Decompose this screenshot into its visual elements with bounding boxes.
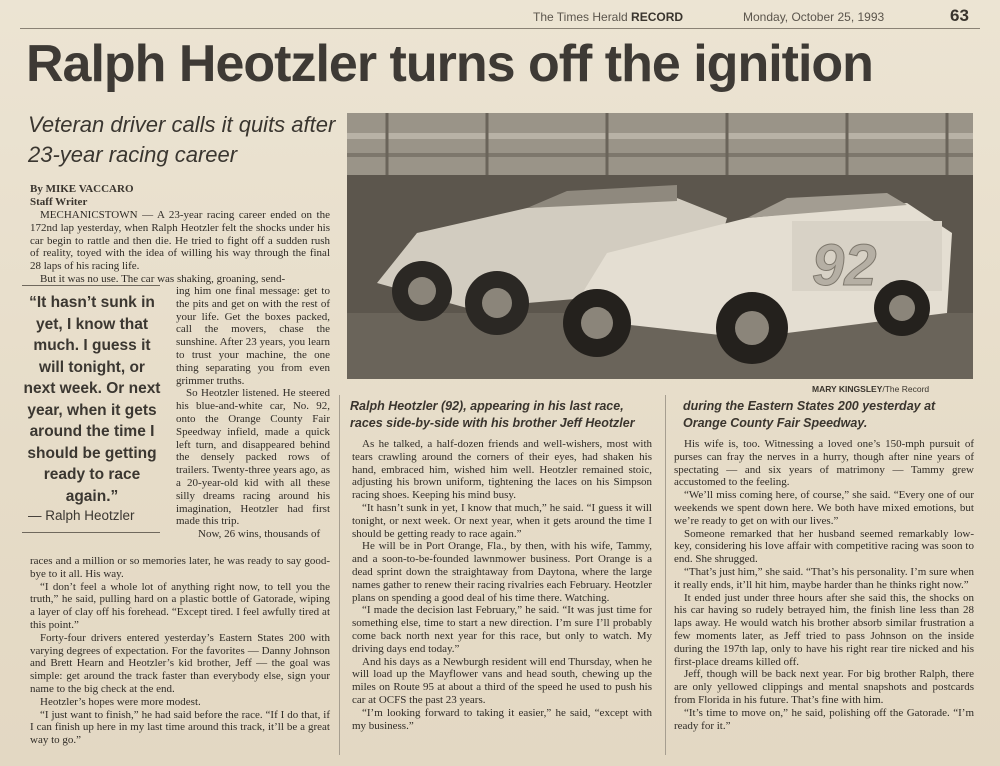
newspaper-name: The Times Herald RECORD — [533, 10, 684, 24]
photo-caption-right: during the Eastern States 200 yesterday at Orange County Fair Speedway. — [683, 399, 936, 430]
issue-date: Monday, October 25, 1993 — [743, 10, 885, 24]
paragraph: Someone remarked that her husband seemed remarkably low-key, considering his love affair with competitive racing was soon to end. She shrugged. — [674, 527, 974, 566]
paragraph: Forty-four drivers entered yesterday’s Eastern States 200 with varying degrees of expectation. For the favorites — Danny Johnson and Brett Hearn and Heotzler’s kid brother, Jeff — the goal was simple: get around the track faster than everybody else, sign your name to the big check at the end. — [30, 631, 330, 695]
pull-quote-rule-top — [22, 285, 160, 286]
paragraph: “I just want to finish,” he had said before the race. “If I do that, if I can finish up here in my last time around this track, it’ll be a great way to go.” — [30, 708, 330, 747]
headline: Ralph Heotzler turns off the ignition — [26, 35, 873, 93]
paragraph: And his days as a Newburgh resident will end Thursday, when he will load up the Mayflower vans and head south, chewing up the miles on Route 95 at about a third of the speed he used to push his car at OCFS the past 23 years. — [352, 655, 652, 706]
paragraph: MECHANICSTOWN — A 23-year racing career ended on the 172nd lap yesterday, when Ralph Heotzler felt the shocks under his car begin to rattle and then die. He tried to fight off a sudden rush of reality, toyed with the idea of willing his way through the final 28 laps of his racing life. — [30, 209, 330, 273]
race-cars-illustration — [347, 113, 973, 379]
paragraph: So Heotzler listened. He steered his blue-and-white car, No. 92, onto the Orange County Fair Speedway infield, made a quick left turn, and disappeared behind the densely packed rows of trailers. Twenty-three years ago, as a 20-year-old kid with all these silly dreams racing around his imagination, Heotzler had first made this trip. — [176, 387, 330, 528]
article-col3 — [674, 438, 974, 732]
paragraph: He will be in Port Orange, Fla., by then, with his wife, Tammy, and a soon-to-be-founded lawnmower business. Port Orange is a dead sprint down the straightaway from Daytona, where the large names gather to renew their racing rivalries each February. Heotzler plans on spending a good deal of his time there. Watching. — [352, 540, 652, 604]
column-rule — [665, 395, 666, 755]
page-number: 63 — [950, 6, 969, 25]
pull-quote-rule-bottom — [22, 532, 160, 533]
article-col2 — [352, 438, 652, 732]
paragraph: races and a million or so memories later, he was ready to say good-bye to it all. His way. — [30, 555, 330, 580]
paragraph: As he talked, a half-dozen friends and well-wishers, most with tears crawling around the corners of their eyes, had shaken his hand, embraced him, wished him well. Heotzler remained stoic, adjusting his brown uniform, tightening the laces on his Simpson racing shoes. Keeping his mind busy. — [352, 438, 652, 502]
pull-quote-attribution: — Ralph Heotzler — [28, 508, 135, 523]
byline-author: By MIKE VACCARO — [30, 183, 134, 195]
byline — [30, 183, 134, 209]
byline-title: Staff Writer — [30, 196, 88, 208]
paragraph: “I’m looking forward to taking it easier,” he said, “except with my business.” — [352, 706, 652, 732]
paragraph: But it was no use. The car was shaking, groaning, send- — [40, 272, 286, 285]
paragraph: “I made the decision last February,” he said. “It was just time for something else, time to start a new direction. I’m sure I’ll probably come back north next year for this race, but only to watch. My driving days end today.” — [352, 604, 652, 655]
paragraph: “I don’t feel a whole lot of anything right now, to tell you the truth,” he said, pulling hard on a plastic bottle of Gatorade, wiping a layer of clay off his forehead. “Except tired. I feel awfully tired at this point.” — [30, 580, 330, 631]
car-number-label: 92 — [812, 233, 877, 298]
paragraph: His wife is, too. Witnessing a loved one’s 150-mph pursuit of purses can fray the nerves in a hurry, though after nine years of spectating — and six years of matrimony — Tammy grew accustomed to the feeling. — [674, 438, 974, 489]
photo-credit: MARY KINGSLEY/The Record — [812, 384, 930, 394]
paragraph: “It’s time to move on,” he said, polishing off the Gatorade. “I’m ready for it.” — [674, 706, 974, 732]
paragraph: It ended just under three hours after she said this, the shocks on his car having so rudely betrayed him, the finish line less than 28 laps away. He would watch his brother absorb similar frustration a few moments later, as Jeff tried to pass Johnson on the inside during the 197th lap, only to have his right rear tire nicked and his first-place dreams killed off. — [674, 591, 974, 668]
column-rule — [339, 395, 340, 755]
masthead — [0, 6, 1000, 28]
subhead: Veteran driver calls it quits after 23-year racing career — [28, 112, 336, 167]
race-photo — [347, 113, 973, 379]
paragraph: “We’ll miss coming here, of course,” she said. “Every one of our weekends we spent down here. We both have mixed emotions, but we’re ready to get on with our lives.” — [674, 489, 974, 527]
paragraph: Jeff, though will be back next year. For big brother Ralph, there are only yellowed clippings and mental snapshots and postcards from Florida in his future. That’s fine with him. — [674, 668, 974, 706]
article-col1-top — [30, 209, 330, 286]
photo-caption-left: Ralph Heotzler (92), appearing in his last race, races side-by-side with his brother Jeff Heotzler — [350, 399, 635, 430]
paragraph: “It hasn’t sunk in yet, I know that much,” he said. “I guess it will tonight, or next week. Or next year, when it gets around the time I should be getting ready to race again.” — [352, 501, 652, 540]
paragraph: Heotzler’s hopes were more modest. — [40, 695, 201, 708]
paragraph: “That’s just him,” she said. “That’s his personality. I’m sure when it really ends, it’ll hit him, maybe harder than he thinks right now.” — [674, 565, 974, 591]
pull-quote: “It hasn’t sunk in yet, I know that much. I guess it will tonight, or next week. Or next year, when it gets around the time I should be getting ready to race again.” — [23, 294, 161, 505]
paragraph: Now, 26 wins, thousands of — [198, 528, 321, 541]
paragraph: ing him one final message: get to the pits and get on with the rest of your life. Get the boxes packed, call the movers, chase the sunshine. After 23 years, you learn to trust your machine, the one thing separating you from even grimmer truths. — [176, 285, 330, 387]
article-col1-narrow — [176, 285, 330, 541]
masthead-rule — [20, 28, 980, 29]
article-col1-bottom — [30, 555, 330, 747]
